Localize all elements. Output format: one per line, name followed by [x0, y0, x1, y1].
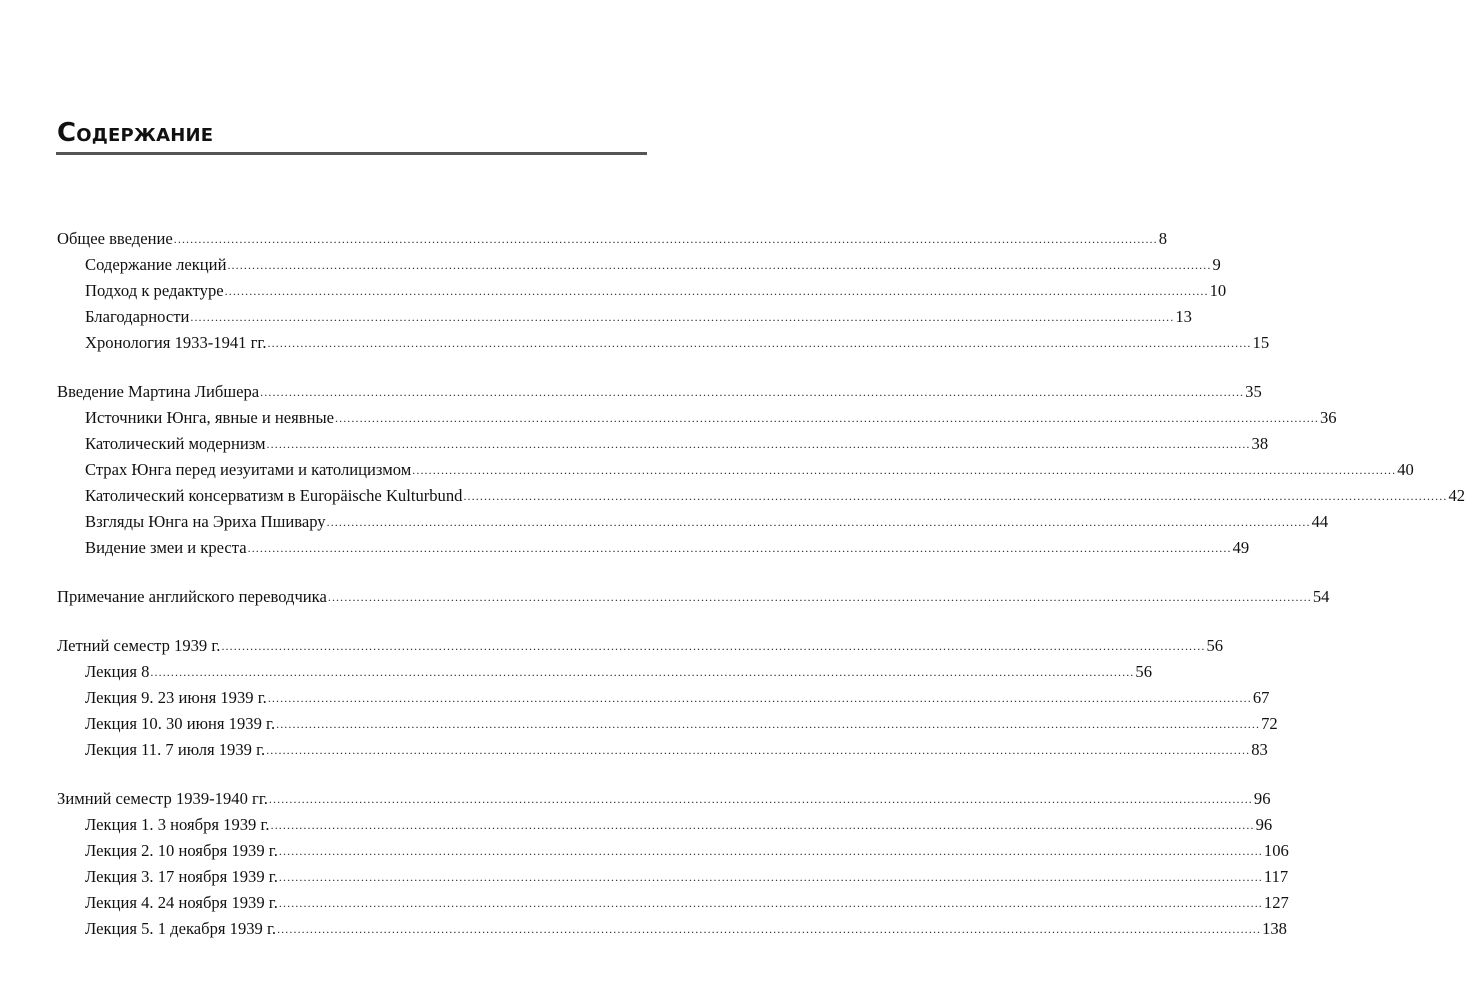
toc-subentry-page: 117: [1263, 867, 1289, 886]
toc-entry[interactable]: [57, 786, 1271, 812]
toc-entry-page: 54: [1312, 587, 1330, 606]
dot-leader: [248, 535, 1232, 561]
toc-subentry[interactable]: [57, 812, 1273, 838]
toc-entry-page: 35: [1245, 382, 1262, 401]
toc-entry-title: Примечание английского переводчика: [57, 587, 327, 606]
toc-subentry-title: Лекция 8: [85, 662, 150, 681]
dot-leader: [225, 278, 1209, 304]
dot-leader: [221, 633, 1205, 659]
toc-entry-page: 8: [1158, 229, 1168, 248]
toc-subentry-title: Лекция 5. 1 декабря 1939 г.: [85, 919, 277, 938]
toc-subentry-page: 56: [1135, 662, 1152, 681]
toc-subentry-page: 10: [1209, 281, 1227, 300]
toc-section: [57, 584, 1330, 610]
toc-subentry[interactable]: [57, 685, 1270, 711]
toc-subentry[interactable]: [57, 330, 1270, 356]
dot-leader: [150, 659, 1134, 685]
toc-subentry-title: Лекция 2. 10 ноября 1939 г.: [85, 841, 278, 860]
toc-subentry-page: 127: [1263, 893, 1289, 912]
toc-subentry-title: Лекция 11. 7 июля 1939 г.: [85, 740, 266, 759]
dot-leader: [276, 711, 1260, 737]
toc-subentry-title: Хронология 1933-1941 гг.: [85, 333, 267, 352]
toc-subentry[interactable]: [57, 252, 1221, 278]
toc-subentry[interactable]: [57, 431, 1269, 457]
toc-subentry-title: Лекция 9. 23 июня 1939 г.: [85, 688, 267, 707]
toc-entry-title: Зимний семестр 1939-1940 гг.: [57, 789, 268, 808]
toc-subentry-title: Лекция 4. 24 ноября 1939 г.: [85, 893, 278, 912]
toc-subentry-title: Лекция 3. 17 ноября 1939 г.: [85, 867, 278, 886]
dot-leader: [190, 304, 1174, 330]
toc-section: [57, 633, 1278, 763]
dot-leader: [268, 330, 1252, 356]
toc-subentry[interactable]: [57, 278, 1227, 304]
toc-subentry[interactable]: [57, 864, 1289, 890]
toc-subentry[interactable]: [57, 711, 1278, 737]
toc-subentry-title: Взгляды Юнга на Эриха Пшивару: [85, 512, 326, 531]
toc-subentry-title: Содержание лекций: [85, 255, 227, 274]
toc-subentry-title: Видение змеи и креста: [85, 538, 247, 557]
toc-entry[interactable]: [57, 226, 1168, 252]
dot-leader: [260, 379, 1244, 405]
dot-leader: [335, 405, 1319, 431]
toc-subentry[interactable]: [57, 890, 1289, 916]
dot-leader: [328, 584, 1312, 610]
toc-subentry[interactable]: [57, 535, 1250, 561]
toc-subentry-title: Лекция 1. 3 ноября 1939 г.: [85, 815, 270, 834]
toc-subentry-page: 49: [1232, 538, 1250, 557]
toc-subentry[interactable]: [57, 457, 1414, 483]
toc-section: [57, 226, 1270, 356]
toc-subentry-page: 9: [1212, 255, 1221, 274]
toc-subentry-page: 96: [1255, 815, 1273, 834]
toc-subentry-title: Благодарности: [85, 307, 190, 326]
toc-subentry[interactable]: [57, 483, 1465, 509]
toc-subentry[interactable]: [57, 838, 1289, 864]
toc-section: [57, 379, 1465, 561]
toc-entry-title: Летний семестр 1939 г.: [57, 636, 221, 655]
toc-subentry-page: 13: [1175, 307, 1192, 326]
dot-leader: [279, 890, 1263, 916]
toc-subentry[interactable]: [57, 659, 1152, 685]
dot-leader: [266, 737, 1250, 763]
toc-subentry-page: 106: [1263, 841, 1289, 860]
dot-leader: [269, 786, 1253, 812]
toc-entry[interactable]: [57, 379, 1262, 405]
toc-subentry-title: Источники Юнга, явные и неявные: [85, 408, 334, 427]
toc-subentry-page: 36: [1320, 408, 1337, 427]
toc-subentry[interactable]: [57, 304, 1192, 330]
toc-entry-title: Введение Мартина Либшера: [57, 382, 260, 401]
toc-subentry-page: 67: [1252, 688, 1270, 707]
toc-subentry-page: 72: [1261, 714, 1278, 733]
heading-divider: [56, 152, 647, 155]
toc-entry-page: 96: [1253, 789, 1271, 808]
toc-subentry-title: Лекция 10. 30 июня 1939 г.: [85, 714, 276, 733]
dot-leader: [412, 457, 1396, 483]
toc-subentry-page: 15: [1252, 333, 1270, 352]
dot-leader: [327, 509, 1311, 535]
toc-subentry-title: Подход к редактуре: [85, 281, 224, 300]
toc-subentry-page: 44: [1311, 512, 1329, 531]
toc-section: [57, 786, 1289, 942]
toc-subentry-page: 138: [1262, 919, 1287, 938]
toc-subentry[interactable]: [57, 737, 1268, 763]
page-title: Содержание: [57, 118, 214, 148]
toc-subentry[interactable]: [57, 916, 1287, 942]
toc-subentry-page: 42: [1448, 486, 1465, 505]
table-of-contents: [57, 226, 1465, 942]
dot-leader: [277, 916, 1261, 942]
toc-subentry-page: 40: [1397, 460, 1414, 479]
toc-subentry[interactable]: [57, 509, 1329, 535]
dot-leader: [279, 838, 1263, 864]
dot-leader: [268, 685, 1252, 711]
toc-subentry-page: 38: [1251, 434, 1269, 453]
toc-subentry[interactable]: [57, 405, 1337, 431]
dot-leader: [267, 431, 1251, 457]
toc-subentry-title: Католический модернизм: [85, 434, 266, 453]
toc-entry[interactable]: [57, 633, 1224, 659]
toc-subentry-page: 83: [1251, 740, 1268, 759]
dot-leader: [271, 812, 1255, 838]
dot-leader: [279, 864, 1263, 890]
dot-leader: [227, 252, 1211, 278]
toc-entry[interactable]: [57, 584, 1330, 610]
toc-entry-title: Общее введение: [57, 229, 173, 248]
toc-subentry-title: Католический консерватизм в Europäische Kulturbund: [85, 486, 463, 505]
dot-leader: [174, 226, 1158, 252]
toc-subentry-title: Страх Юнга перед иезуитами и католицизмом: [85, 460, 412, 479]
toc-entry-page: 56: [1206, 636, 1224, 655]
dot-leader: [463, 483, 1447, 509]
